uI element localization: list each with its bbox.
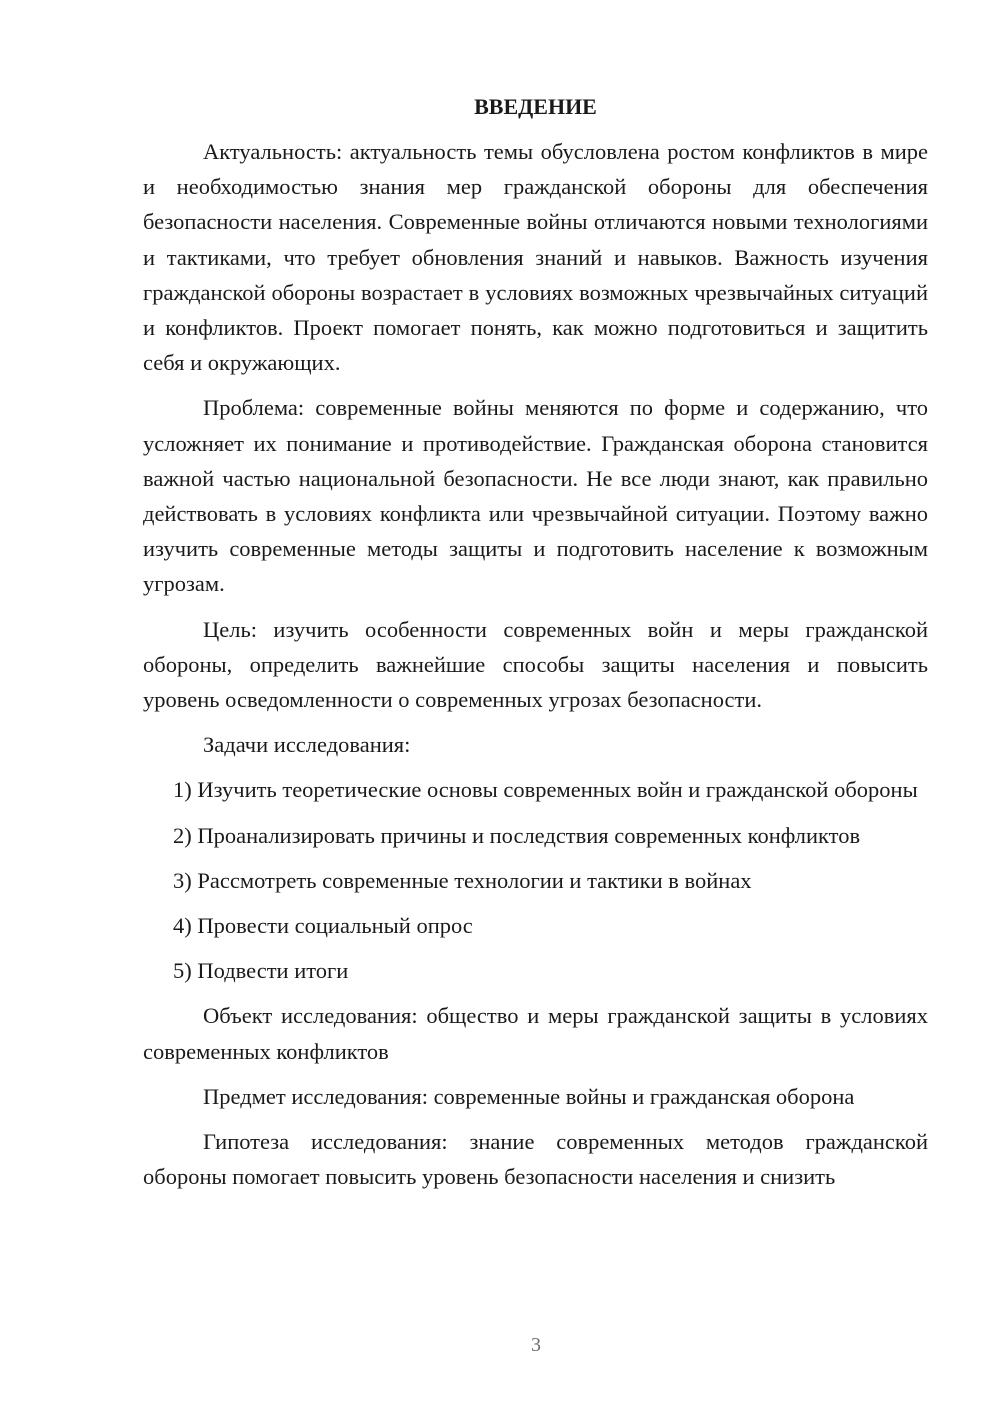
- task-item: 1) Изучить теоретические основы современных войн и гражданской обороны: [173, 777, 918, 803]
- section-heading: ВВЕДЕНИЕ: [474, 94, 597, 119]
- paragraph-goal: Цель: изучить особенности современных войн и меры гражданской обороны, определить важнейшие способы защиты населения и повысить уровень осведомленности о современных угрозах безопасности.: [143, 616, 928, 713]
- tasks-list: [143, 772, 928, 988]
- paragraph-object: Объект исследования: общество и меры гражданской защиты в условиях современных конфликтов: [143, 1003, 928, 1064]
- paragraph-subject: Предмет исследования: современные войны и гражданская оборона: [203, 1083, 855, 1109]
- task-item: 2) Проанализировать причины и последствия современных конфликтов: [173, 822, 861, 848]
- paragraph-problem: Проблема: современные войны меняются по форме и содержанию, что усложняет их понимание и противодействие. Гражданская оборона становится важной частью национальной безопасности. Не все люди знают, как правильно действовать в условиях конфликта или чрезвычайной ситуации. Поэтому важно изучить современные методы защиты и подготовить население к возможным угрозам.: [143, 395, 928, 597]
- task-item: 5) Подвести итоги: [173, 958, 349, 984]
- page-number: 3: [531, 1334, 541, 1356]
- task-item: 4) Провести социальный опрос: [173, 913, 473, 939]
- paragraph-hypothesis: Гипотеза исследования: знание современных методов гражданской обороны помогает повысить уровень безопасности населения и снизить: [143, 1129, 928, 1190]
- paragraph-relevance: Актуальность: актуальность темы обусловлена ростом конфликтов в мире и необходимостью знания мер гражданской обороны для обеспечения безопасности населения. Современные войны отличаются новыми технологиями и тактиками, что требует обновления знаний и навыков. Важность изучения гражданской обороны возрастает в условиях возможных чрезвычайных ситуаций и конфликтов. Проект помогает понять, как можно подготовиться и защитить себя и окружающих.: [143, 139, 928, 376]
- document-body: [143, 92, 928, 1204]
- tasks-label: Задачи исследования:: [203, 732, 411, 758]
- task-item: 3) Рассмотреть современные технологии и тактики в войнах: [173, 867, 752, 893]
